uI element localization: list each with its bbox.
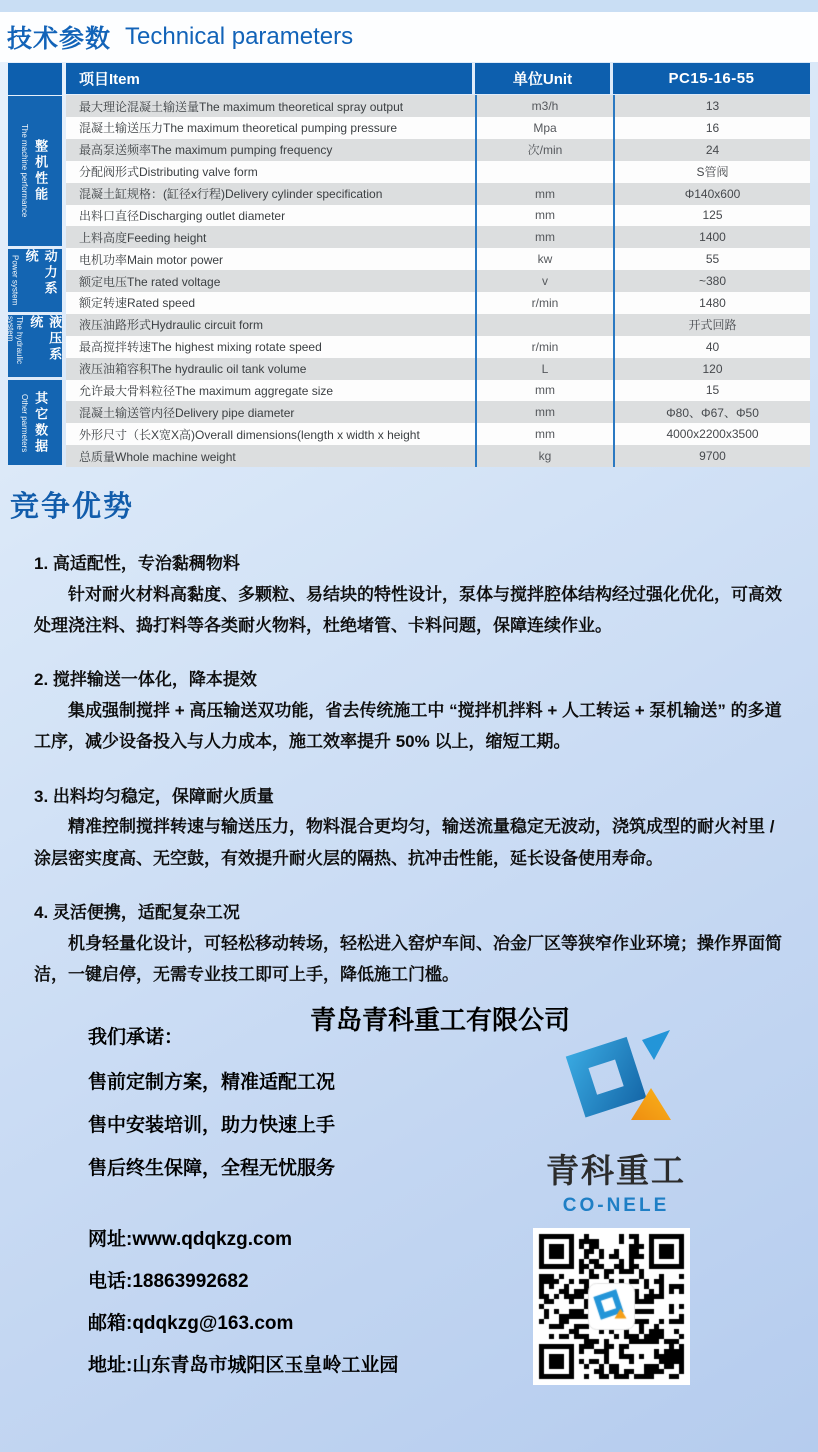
column-header-model: PC15-16-55 — [613, 63, 810, 94]
section-label-en: Power system — [10, 255, 20, 306]
table-cell: 电机功率Main motor power — [79, 252, 224, 267]
table-cell: 1480 — [613, 292, 810, 314]
page-title-zh: 技术参数 — [7, 25, 112, 53]
table-cell: Φ80、Φ67、Φ50 — [613, 401, 810, 423]
table-cell: mm — [475, 183, 613, 205]
title-band — [0, 12, 818, 62]
table-cell: mm — [475, 380, 613, 402]
table-row — [66, 380, 810, 402]
table-row — [66, 358, 810, 380]
table-cell: 液压油箱容积The hydraulic oil tank volume — [79, 362, 307, 377]
table-cell: 15 — [613, 380, 810, 402]
advantages-heading: 竞争优势 — [10, 491, 135, 523]
advantage-item — [34, 900, 784, 990]
table-cell: 4000x2200x3500 — [613, 423, 810, 445]
table-cell: 外形尺寸（长X宽X高)Overall dimensions(length x width x height — [79, 427, 420, 442]
advantage-body: 针对耐火材料高黏度、多颗粒、易结块的特性设计，泵体与搅拌腔体结构经过强化优化，可高效处理浇注料、捣打料等各类耐火物料，杜绝堵管、卡料问题，保障连续作业。 — [34, 584, 782, 635]
table-row — [66, 117, 810, 139]
advantage-body: 机身轻量化设计，可轻松移动转场，轻松进入窑炉车间、冶金厂区等狭窄作业环境；操作界面简洁，一键启停，无需专业技工即可上手，降低施工门槛。 — [34, 933, 782, 985]
table-section-label — [8, 315, 62, 378]
table-cell: 13 — [613, 95, 810, 117]
table-cell: 开式回路 — [613, 314, 810, 336]
table-row — [66, 423, 810, 445]
table-row — [66, 270, 810, 292]
advantage-body: 精准控制搅拌转速与输送压力，物料混合更均匀，输送流量稳定无波动，浇筑成型的耐火衬里 / 涂层密实度高、无空鼓，有效提升耐火层的隔热、抗冲击性能，延长设备使用寿命。 — [34, 817, 775, 868]
table-row — [66, 401, 810, 423]
table-cell: r/min — [475, 336, 613, 358]
technical-parameters-table — [8, 63, 810, 467]
top-strip — [0, 0, 818, 12]
promise-line: 售前定制方案，精准适配工况 — [88, 1072, 336, 1093]
table-cell: 允许最大骨料粒径The maximum aggregate size — [79, 383, 334, 398]
table-row — [66, 226, 810, 248]
table-cell: 最高搅拌转速The highest mixing rotate speed — [79, 340, 322, 355]
table-section-label — [8, 249, 62, 312]
table-row — [66, 139, 810, 161]
company-logo-icon — [541, 1028, 691, 1138]
table-cell: 16 — [613, 117, 810, 139]
promise-lines — [88, 1073, 335, 1178]
table-cell: 次/min — [475, 139, 613, 161]
table-cell: r/min — [475, 292, 613, 314]
table-cell: 混凝土输送压力The maximum theoretical pumping pressure — [79, 121, 398, 136]
table-cell: v — [475, 270, 613, 292]
table-row — [66, 292, 810, 314]
table-cell: mm — [475, 423, 613, 445]
table-cell: 125 — [613, 205, 810, 227]
advantage-title: 4. 灵活便携，适配复杂工况 — [34, 903, 240, 923]
table-cell: 混凝土缸规格：(缸径x行程)Delivery cylinder specification — [79, 187, 383, 202]
column-header-item: 项目Item — [66, 63, 472, 94]
table-cell: 1400 — [613, 226, 810, 248]
table-cell: 120 — [613, 358, 810, 380]
page-title-en: Technical parameters — [125, 23, 354, 50]
promises-block — [88, 1022, 335, 1178]
company-name: 青岛青科重工有限公司 — [309, 1005, 570, 1035]
table-cell: m3/h — [475, 95, 613, 117]
table-cell — [475, 314, 613, 336]
table-row — [66, 445, 810, 467]
table-main — [66, 63, 810, 467]
table-body — [66, 95, 810, 467]
table-row — [66, 205, 810, 227]
table-cell: 额定转速Rated speed — [79, 296, 196, 311]
advantage-title: 2. 搅拌输送一体化，降本提效 — [34, 670, 257, 690]
table-left-column — [8, 63, 62, 467]
table-row — [66, 336, 810, 358]
contact-line: 邮箱:qdqkzg@163.com — [88, 1313, 294, 1334]
table-cell: 混凝土输送管内径Delivery pipe diameter — [79, 405, 295, 420]
table-cell: 55 — [613, 248, 810, 270]
table-cell: 分配阀形式Distributing valve form — [79, 165, 258, 180]
table-header-row — [66, 63, 810, 94]
promise-line: 售中安装培训，助力快速上手 — [88, 1115, 336, 1136]
table-cell: 最大理论混凝土输送量The maximum theoretical spray output — [79, 99, 404, 114]
section-label-en: The machine performance — [20, 124, 30, 218]
advantage-body: 集成强制搅拌 + 高压输送双功能，省去传统施工中 “搅拌机拌料 + 人工转运 + 泵机输送” 的多道工序，减少设备投入与人力成本，施工效率提升 50% 以上，缩短工期。 — [34, 700, 782, 752]
table-cell: 液压油路形式Hydraulic circuit form — [79, 318, 264, 333]
table-row — [66, 314, 810, 336]
table-cell: mm — [475, 226, 613, 248]
table-cell: 24 — [613, 139, 810, 161]
contact-line: 地址:山东青岛市城阳区玉皇岭工业园 — [88, 1355, 399, 1376]
competitive-advantages-section — [0, 484, 818, 991]
table-header-stub — [8, 63, 62, 95]
table-cell: S管阀 — [613, 161, 810, 183]
table-section-label — [8, 380, 62, 465]
table-cell: 出料口直径Discharging outlet diameter — [79, 208, 286, 223]
table-section-label — [8, 96, 62, 246]
table-cell: mm — [475, 205, 613, 227]
table-cell: 上料高度Feeding height — [79, 230, 207, 245]
table-cell: Φ140x600 — [613, 183, 810, 205]
advantage-item — [34, 551, 784, 641]
advantage-title: 1. 高适配性，专治黏稠物料 — [34, 554, 240, 573]
contact-line: 网址:www.qdqkzg.com — [88, 1229, 293, 1250]
logo-text: 青科重工 — [546, 1152, 686, 1189]
company-logo-block — [528, 1028, 704, 1217]
table-row — [66, 95, 810, 117]
advantage-item — [34, 784, 784, 874]
qr-code — [533, 1228, 690, 1385]
section-label-zh: 动力系统 — [23, 249, 58, 298]
table-cell: Mpa — [475, 117, 613, 139]
advantage-title: 3. 出料均匀稳定，保障耐火质量 — [34, 786, 274, 806]
table-cell: kw — [475, 248, 613, 270]
promise-line: 售后终生保障，全程无忧服务 — [88, 1158, 336, 1179]
section-label-en: Other parmeters — [20, 393, 30, 452]
table-cell: mm — [475, 401, 613, 423]
section-label-en: The hydraulic system — [6, 316, 25, 365]
advantage-item — [34, 667, 784, 757]
table-cell: ~380 — [613, 270, 810, 292]
contact-block — [88, 1230, 398, 1398]
table-row — [66, 248, 810, 270]
table-cell: 40 — [613, 336, 810, 358]
table-cell: L — [475, 358, 613, 380]
table-cell — [475, 161, 613, 183]
table-cell: 最高泵送频率The maximum pumping frequency — [79, 143, 333, 158]
section-label-zh: 液压系统 — [28, 314, 63, 363]
column-header-unit: 单位Unit — [475, 63, 610, 94]
section-label-zh: 其它数据 — [33, 390, 49, 455]
table-section-labels — [8, 96, 62, 467]
advantages-list — [10, 551, 808, 991]
table-row — [66, 183, 810, 205]
logo-subtext: CO-NELE — [562, 1195, 670, 1216]
table-cell: 额定电压The rated voltage — [79, 274, 221, 289]
table-row — [66, 161, 810, 183]
qr-code-image — [533, 1228, 690, 1385]
table-cell: kg — [475, 445, 613, 467]
promise-heading: 我们承诺： — [88, 1027, 184, 1048]
contact-line: 电话:18863992682 — [88, 1271, 249, 1292]
section-label-zh: 整机性能 — [33, 139, 49, 204]
table-cell: 9700 — [613, 445, 810, 467]
table-cell: 总质量Whole machine weight — [79, 449, 236, 464]
